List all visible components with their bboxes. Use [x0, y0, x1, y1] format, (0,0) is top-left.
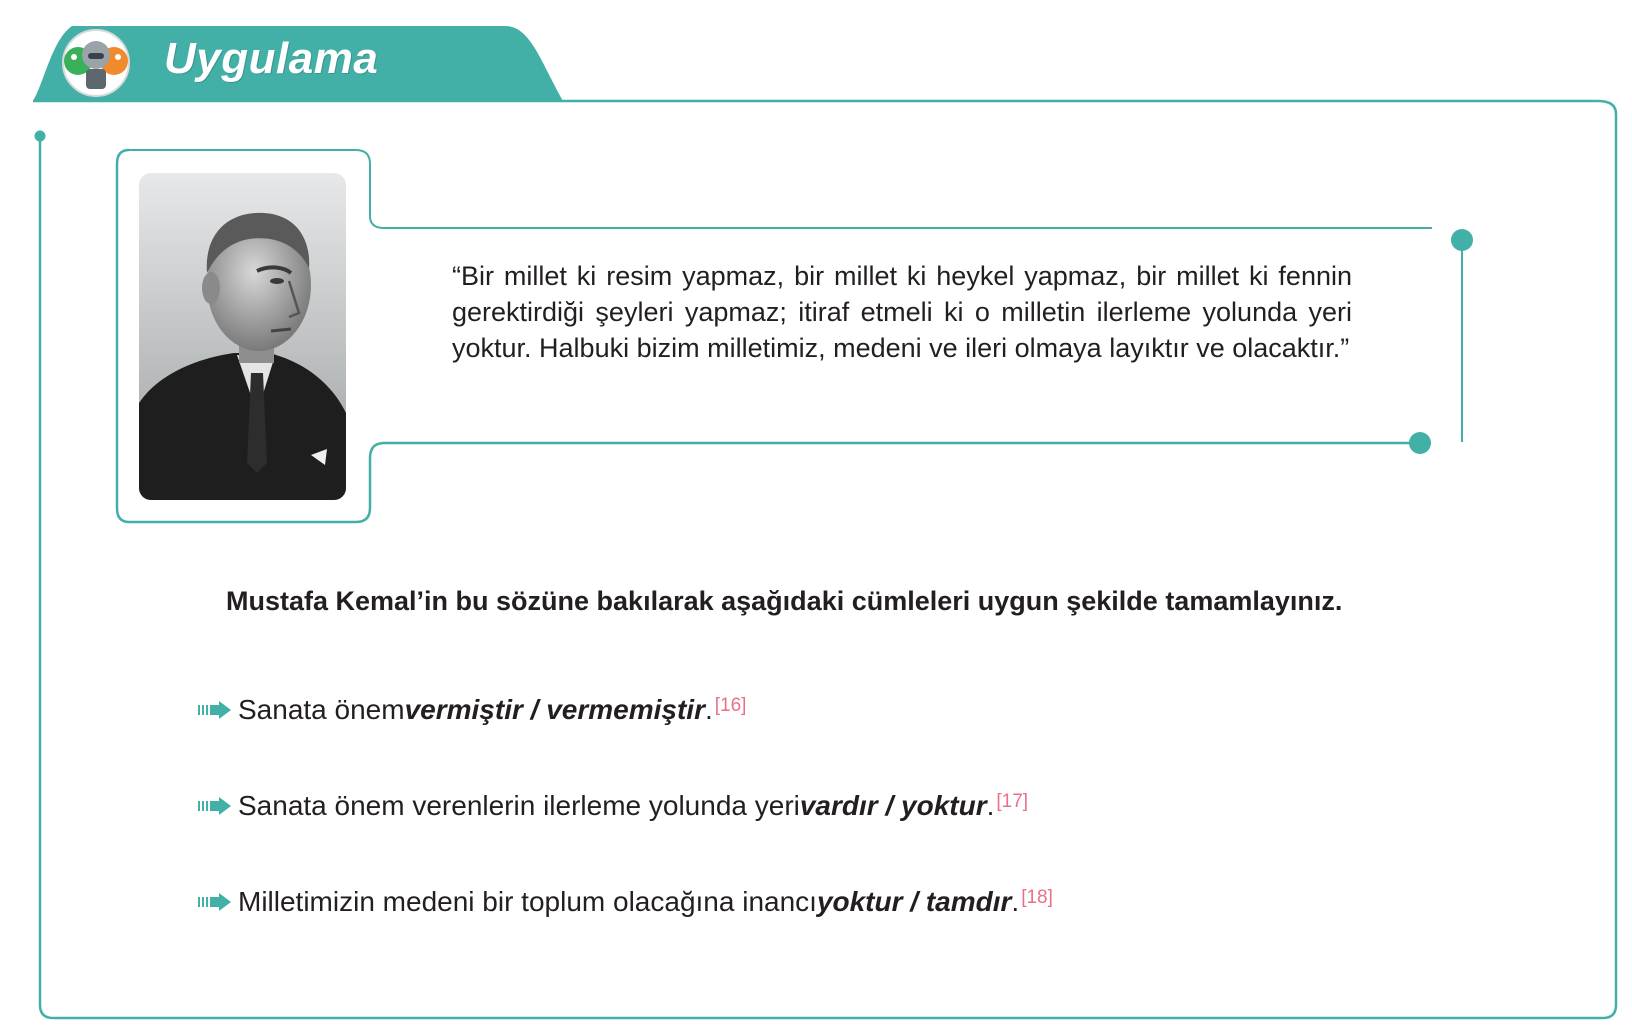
- border-dot: [35, 131, 46, 142]
- item-end: .: [1011, 886, 1020, 917]
- item-text: Milletimizin medeni bir toplum olacağına inancı: [238, 886, 817, 917]
- item-ref: [18]: [1021, 887, 1053, 908]
- item-ref: [17]: [996, 791, 1029, 812]
- item-options[interactable]: vermiştir / vermemiştir: [404, 694, 705, 725]
- header-title: Uygulama: [164, 34, 379, 83]
- item-text: Sanata önem: [238, 694, 405, 725]
- item-options[interactable]: yoktur / tamdır: [816, 886, 1012, 917]
- list-item: [198, 786, 1028, 826]
- item-end: .: [704, 694, 713, 725]
- instruction-text: Mustafa Kemal’in bu sözüne bakılarak aşağıdaki cümleleri uygun şekilde tamamlayınız.: [226, 586, 1343, 616]
- frame-dot-bottom: [1409, 432, 1431, 454]
- list-item: [198, 690, 746, 730]
- list-item: [198, 882, 1053, 922]
- item-options[interactable]: vardır / yoktur: [799, 790, 987, 821]
- arrow-right-icon: [198, 797, 232, 815]
- item-ref: [16]: [714, 695, 747, 716]
- item-end: .: [986, 790, 995, 821]
- quote-text: “Bir millet ki resim yapmaz, bir millet ki heykel yapmaz, bir millet ki fennin gerektirdiği şeyleri yapmaz; itiraf etmeli ki o milletin ilerleme yolunda yeri yoktur. Halbuki bizim milletimiz, medeni ve ileri olmaya layıktır ve olacaktır.”: [452, 261, 1352, 363]
- arrow-right-icon: [198, 893, 232, 911]
- mascot-icon: [56, 27, 136, 97]
- portrait-photo: [139, 173, 346, 500]
- arrow-right-icon: [198, 701, 232, 719]
- item-text: Sanata önem verenlerin ilerleme yolunda yeri: [238, 790, 800, 821]
